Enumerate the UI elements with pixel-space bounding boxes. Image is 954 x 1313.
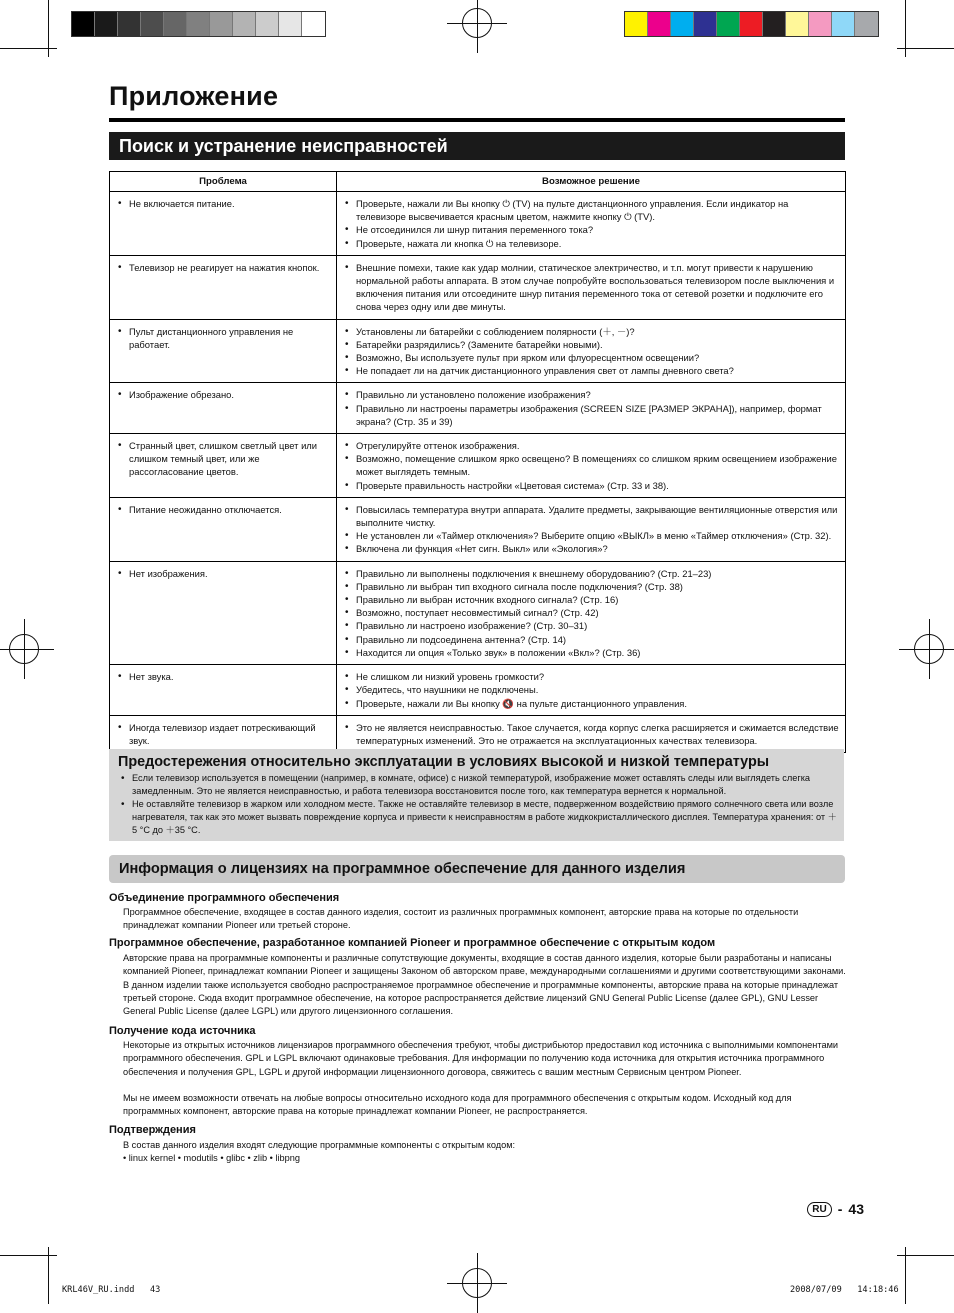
color-swatch	[648, 12, 671, 36]
crop-mark	[0, 1255, 57, 1256]
grayscale-color-bar	[71, 11, 326, 37]
registration-mark	[9, 634, 39, 664]
grayscale-swatch	[302, 12, 325, 36]
caution-box	[109, 749, 844, 841]
table-row	[110, 383, 846, 434]
page-number-block	[807, 1201, 864, 1217]
solution-item: • Батарейки разрядились? (Замените батарейки новыми).	[342, 338, 839, 351]
solution-item: • Не слишком ли низкий уровень громкости?	[342, 670, 839, 683]
problem-cell	[110, 434, 337, 498]
problem-cell	[110, 665, 337, 716]
crop-mark	[897, 48, 954, 49]
problem-cell	[110, 715, 337, 752]
process-color-bar	[624, 11, 879, 37]
solution-item: • Отрегулируйте оттенок изображения.	[342, 439, 839, 452]
crop-mark	[0, 48, 57, 49]
page-number: 43	[848, 1201, 864, 1217]
solution-item: • Возможно, поступает несовместимый сигнал? (Стр. 42)	[342, 606, 839, 619]
problem-cell	[110, 497, 337, 561]
grayscale-swatch	[72, 12, 95, 36]
problem-cell	[110, 192, 337, 256]
problem-text: • Нет звука.	[115, 670, 330, 683]
solution-item: • Правильно ли настроено изображение? (Стр. 30–31)	[342, 619, 839, 632]
registration-mark	[914, 634, 944, 664]
solution-item: • Правильно ли выполнены подключения к внешнему оборудованию? (Стр. 21–23)	[342, 567, 839, 580]
solution-item: • Проверьте, нажали ли Вы кнопку 🔇 на пульте дистанционного управления.	[342, 697, 839, 710]
solution-item: • Возможно, помещение слишком ярко освещено? В помещениях со слишком ярким освещением изображение может выглядеть темным.	[342, 452, 839, 478]
color-swatch	[855, 12, 878, 36]
paragraph: Авторские права на программные компоненты и различные сопутствующие документы, входящие в состав данного изделия, которые были разработаны и написаны компанией Pioneer, принадлежат компании Pioneer и защищены Законом об авторском праве, международными соглашениями и другими соответствующими законами. В данном изделии также используется свободно распространяемое программное обеспечение и программные компоненты, авторские права на которые принадлежат третьей стороне. Сюда входит программное обеспечение, на которое распространяется действие лицензий GNU General Public License (далее GPL), GNU Lesser General Public License (далее LGPL) или другого лицензионного соглашения.	[123, 953, 846, 1017]
problem-text: • Нет изображения.	[115, 567, 330, 580]
paragraph: Программное обеспечение, входящее в состав данного изделия, состоит из различных программных компонент, авторские права на которые по отдельности принадлежат компании Pioneer или третьей стороне.	[123, 907, 799, 931]
subheading-software-integration: Объединение программного обеспечения	[109, 892, 340, 904]
table-row	[110, 665, 846, 716]
solution-item: • Установлены ли батарейки с соблюдением полярности (＋, －)?	[342, 325, 839, 338]
solution-item: • Правильно ли выбран тип входного сигнала после подключения? (Стр. 38)	[342, 580, 839, 593]
grayscale-swatch	[118, 12, 141, 36]
subheading-pioneer-open-source: Программное обеспечение, разработанное компанией Pioneer и программное обеспечение с открытым кодом	[109, 937, 716, 949]
solution-item: • Правильно ли подсоединена антенна? (Стр. 14)	[342, 633, 839, 646]
solution-cell	[337, 497, 846, 561]
color-swatch	[694, 12, 717, 36]
problem-text: • Не включается питание.	[115, 197, 330, 210]
solution-item: • Не отсоединился ли шнур питания переменного тока?	[342, 223, 839, 236]
title-rule	[109, 118, 845, 122]
table-row	[110, 561, 846, 664]
problem-text: • Пульт дистанционного управления не работает.	[115, 325, 330, 351]
problem-text: • Странный цвет, слишком светлый цвет или слишком темный цвет, или же рассогласование цветов.	[115, 439, 330, 479]
table-row	[110, 497, 846, 561]
grayscale-swatch	[187, 12, 210, 36]
grayscale-swatch	[279, 12, 302, 36]
color-swatch	[763, 12, 786, 36]
problem-text: • Питание неожиданно отключается.	[115, 503, 330, 516]
color-swatch	[671, 12, 694, 36]
table-row	[110, 255, 846, 319]
subheading-source-code: Получение кода источника	[109, 1025, 256, 1037]
color-swatch	[809, 12, 832, 36]
paragraph: В состав данного изделия входят следующие программные компоненты с открытым кодом:	[123, 1140, 516, 1150]
paragraph: Мы не имеем возможности отвечать на любые вопросы относительно исходного кода для программного обеспечения с открытым кодом. Исходный код для программных компонент, авторские права на которые принадлежат компании Pioneer, не распространяется.	[123, 1093, 792, 1117]
grayscale-swatch	[164, 12, 187, 36]
column-header-problem: Проблема	[110, 172, 337, 192]
license-section-title: Информация о лицензиях на программное обеспечение для данного изделия	[109, 855, 845, 883]
solution-item: • Внешние помехи, такие как удар молнии, статическое электричество, и т.п. могут привести к нарушению нормальной работы аппарата. В этом случае попробуйте воспользоваться телевизором после выключения и включения питания или отсоедините шнур питания переменного тока от сетевой розетки и подключите его снова через одну или две минуты.	[342, 261, 839, 314]
solution-cell	[337, 715, 846, 752]
section-title-troubleshooting: Поиск и устранение неисправностей	[109, 132, 845, 160]
list-item: • Не оставляйте телевизор в жарком или холодном месте. Также не оставляйте телевизор в месте, подверженном воздействию прямого солнечного света или возле нагревателя, так как это может вызвать повреждение корпуса и привести к неисправностям в работе жидкокристаллического дисплея. Температура хранения: от ＋5 °C до ＋35 °C.	[118, 798, 837, 837]
component-list: • linux kernel • modutils • glibc • zlib • libpng	[123, 1153, 300, 1163]
color-swatch	[786, 12, 809, 36]
grayscale-swatch	[141, 12, 164, 36]
column-header-solution: Возможное решение	[337, 172, 846, 192]
language-badge: RU	[807, 1202, 831, 1217]
caution-title: Предостережения относительно эксплуатации в условиях высокой и низкой температуры	[118, 754, 770, 770]
solution-item: • Повысилась температура внутри аппарата. Удалите предметы, закрывающие вентиляционные отверстия или выполните чистку.	[342, 503, 839, 529]
table-row	[110, 319, 846, 383]
problem-cell	[110, 383, 337, 434]
footer-file-name: KRL46V_RU.indd 43	[62, 1285, 161, 1295]
subheading-acknowledgements: Подтверждения	[109, 1124, 196, 1136]
problem-text: • Телевизор не реагирует на нажатия кнопок.	[115, 261, 330, 274]
table-row	[110, 715, 846, 752]
solution-item: • Проверьте правильность настройки «Цветовая система» (Стр. 33 и 38).	[342, 479, 839, 492]
solution-cell	[337, 319, 846, 383]
solution-cell	[337, 255, 846, 319]
solution-item: • Это не является неисправностью. Такое случается, когда корпус слегка расширяется и сжимается вследствие температурных изменений. Это не отражается на эксплуатационных качествах телевизора.	[342, 721, 839, 747]
solution-cell	[337, 434, 846, 498]
solution-item: • Не установлен ли «Таймер отключения»? Выберите опцию «ВЫКЛ» в меню «Таймер отключения» (Стр. 32).	[342, 529, 839, 542]
grayscale-swatch	[256, 12, 279, 36]
solution-item: • Находится ли опция «Только звук» в положении «Вкл»? (Стр. 36)	[342, 646, 839, 659]
solution-cell	[337, 561, 846, 664]
problem-cell	[110, 319, 337, 383]
color-swatch	[740, 12, 763, 36]
page-number-separator: -	[837, 1201, 843, 1217]
table-row	[110, 434, 846, 498]
solution-item: • Убедитесь, что наушники не подключены.	[342, 683, 839, 696]
color-swatch	[717, 12, 740, 36]
grayscale-swatch	[233, 12, 256, 36]
solution-item: • Правильно ли выбран источник входного сигнала? (Стр. 16)	[342, 593, 839, 606]
color-swatch	[625, 12, 648, 36]
solution-item: • Проверьте, нажали ли Вы кнопку ⏻ (TV) на пульте дистанционного управления. Если индикатор на телевизоре высвечивается красным цветом, нажмите кнопку ⏻ (TV).	[342, 197, 839, 223]
solution-cell	[337, 665, 846, 716]
solution-item: • Возможно, Вы используете пульт при ярком или флуоресцентном освещении?	[342, 351, 839, 364]
list-item: • Если телевизор используется в помещении (например, в комнате, офисе) с низкой температурой, изображение может оставлять следы или выглядеть слегка замедленным. Это не является неисправностью, и работа телевизора восстановится после того, как температура вернется к нормальной.	[118, 772, 837, 798]
solution-cell	[337, 192, 846, 256]
table-row	[110, 192, 846, 256]
registration-mark	[462, 1268, 492, 1298]
problem-text: • Иногда телевизор издает потрескивающий звук.	[115, 721, 330, 747]
solution-item: • Не попадает ли на датчик дистанционного управления свет от лампы дневного света?	[342, 364, 839, 377]
problem-cell	[110, 255, 337, 319]
paragraph: Некоторые из открытых источников лицензиаров программного обеспечения требуют, чтобы дистрибьютор предоставил код источника с выполнимыми компонентами программного обеспечения. GPL и LGPL включают одинаковые требования. Для информации по получению кода источника для открытия источника программного обеспечения и получения GPL, LGPL и другой информации лицензионного договора, свяжитесь с вашим местным Сервисным центром Pioneer.	[123, 1040, 839, 1077]
grayscale-swatch	[210, 12, 233, 36]
color-swatch	[832, 12, 855, 36]
caution-list	[118, 772, 837, 837]
solution-cell	[337, 383, 846, 434]
solution-item: • Правильно ли установлено положение изображения?	[342, 388, 839, 401]
footer-timestamp: 2008/07/09 14:18:46	[790, 1285, 899, 1295]
crop-mark	[897, 1255, 954, 1256]
page-title: Приложение	[109, 81, 279, 111]
problem-text: • Изображение обрезано.	[115, 388, 330, 401]
solution-item: • Проверьте, нажата ли кнопка ⏻ на телевизоре.	[342, 237, 839, 250]
registration-mark	[462, 8, 492, 38]
solution-item: • Правильно ли настроены параметры изображения (SCREEN SIZE [РАЗМЕР ЭКРАНА]), например, формат экрана? (Стр. 35 и 39)	[342, 402, 839, 428]
solution-item: • Включена ли функция «Нет сигн. Выкл» или «Экология»?	[342, 542, 839, 555]
problem-cell	[110, 561, 337, 664]
grayscale-swatch	[95, 12, 118, 36]
troubleshooting-table	[109, 171, 846, 753]
